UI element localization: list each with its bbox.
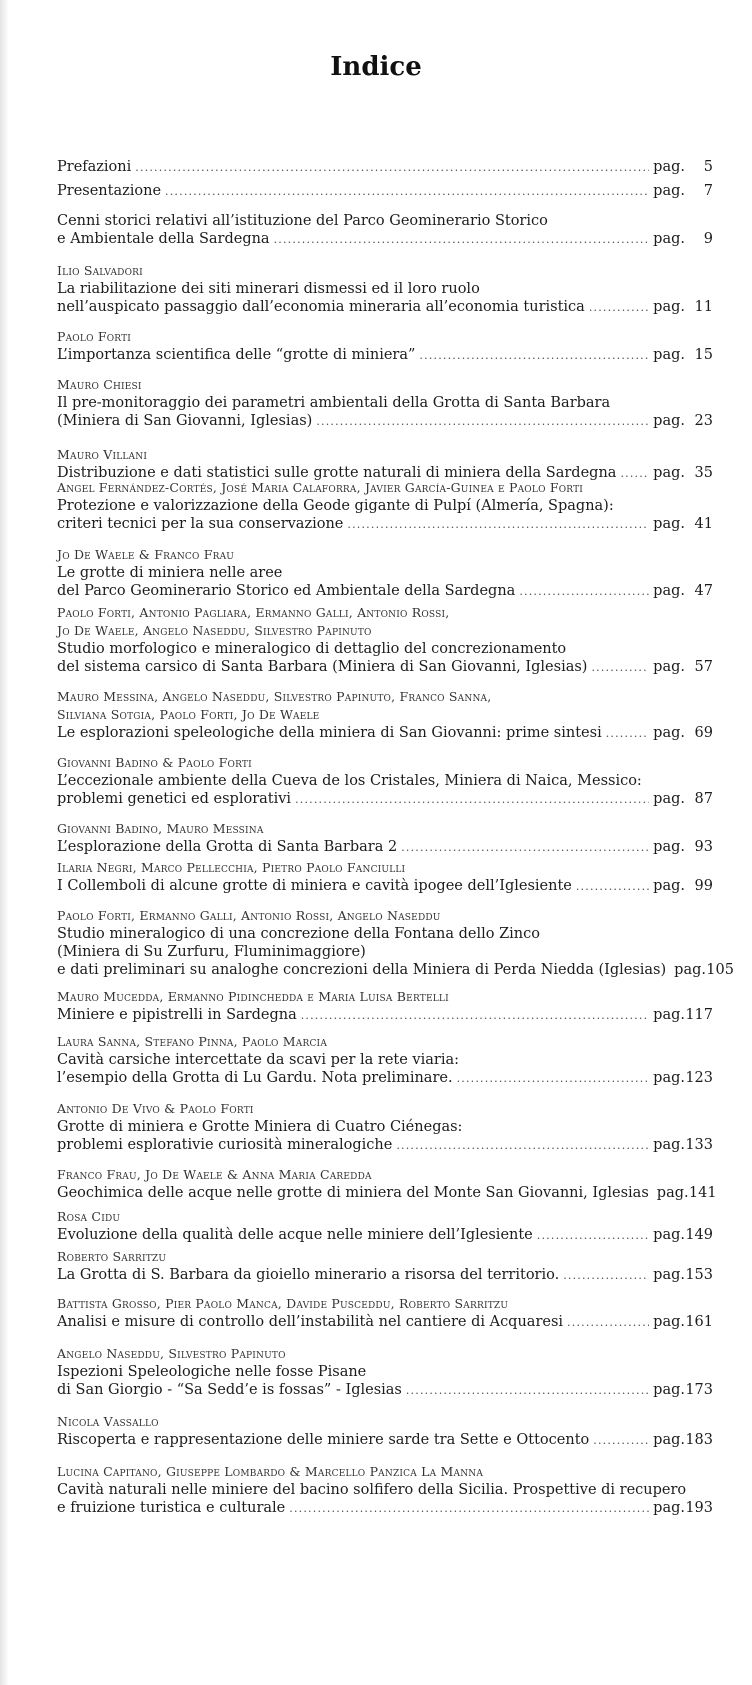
toc-entry xyxy=(57,1100,713,1155)
entry-title-line: e Ambientale della Sardegna xyxy=(57,231,270,247)
leader-dots xyxy=(519,583,649,601)
page-ref xyxy=(653,724,713,742)
entry-authors: Battista Grosso, Pier Paolo Manca, Davide Pusceddu, Roberto Sarritzu xyxy=(57,1296,509,1311)
entry-title-row xyxy=(57,1006,713,1025)
page-ref xyxy=(653,346,713,364)
leader-dots xyxy=(606,725,649,743)
page-ref xyxy=(653,1381,713,1399)
entry-title-line: Studio mineralogico di una concrezione della Fontana dello Zinco xyxy=(57,926,540,942)
toc-entry xyxy=(57,1208,713,1245)
entry-title-row xyxy=(57,961,734,980)
leader-dots xyxy=(457,1070,650,1088)
entry-title-line: Le grotte di miniera nelle aree xyxy=(57,565,283,581)
toc-entry xyxy=(57,446,713,483)
entry-title-line: l’esempio della Grotta di Lu Gardu. Nota preliminare. xyxy=(57,1070,453,1086)
entry-authors: Paolo Forti, Ermanno Galli, Antonio Rossi, Angelo Naseddu xyxy=(57,908,441,923)
entry-title-line: nell’auspicato passaggio dall’economia mineraria all’economia turistica xyxy=(57,299,585,315)
pag-label: pag. xyxy=(653,1267,685,1283)
entry-title-line: Grotte di miniera e Grotte Miniera di Cuatro Ciénegas: xyxy=(57,1119,463,1135)
entry-title-row xyxy=(57,412,713,431)
page-number: 57 xyxy=(694,659,713,675)
page-edge-shadow xyxy=(0,0,9,1685)
entry-title-row xyxy=(57,838,713,857)
pag-label: pag. xyxy=(653,159,685,175)
leader-dots xyxy=(567,1314,649,1332)
entry-authors: Giovanni Badino & Paolo Forti xyxy=(57,755,252,770)
toc-entry xyxy=(57,1033,713,1088)
pag-label: pag. xyxy=(653,1314,685,1330)
toc-entry xyxy=(57,754,713,809)
entry-title-line: Riscoperta e rappresentazione delle miniere sarde tra Sette e Ottocento xyxy=(57,1432,590,1448)
entry-title-row xyxy=(57,515,713,534)
entry-authors: Jo De Waele & Franco Frau xyxy=(57,547,235,562)
leader-dots xyxy=(591,659,649,677)
pag-label: pag. xyxy=(653,659,685,675)
entry-authors: Paolo Forti, Antonio Pagliara, Ermanno Galli, Antonio Rossi, xyxy=(57,605,450,620)
leader-dots xyxy=(593,1432,649,1450)
leader-dots xyxy=(289,1500,649,1518)
entry-title-line: La Grotta di S. Barbara da gioiello minerario a risorsa del territorio. xyxy=(57,1267,560,1283)
leader-dots xyxy=(589,299,649,317)
page-number: 23 xyxy=(694,413,713,429)
toc-entry xyxy=(57,820,713,857)
entry-authors: Mauro Villani xyxy=(57,447,148,462)
leader-dots xyxy=(419,347,649,365)
page-ref xyxy=(653,658,713,676)
toc-entry xyxy=(57,1345,713,1400)
entry-title-line: di San Giorgio - “Sa Sedd’e is fossas” - Iglesias xyxy=(57,1382,402,1398)
toc-entry xyxy=(57,212,713,249)
page-ref xyxy=(653,298,713,316)
entry-title-line: Cavità carsiche intercettate da scavi per la rete viaria: xyxy=(57,1052,459,1068)
page-ref xyxy=(653,1266,713,1284)
entry-title-row xyxy=(57,1069,713,1088)
entry-authors: Jo De Waele, Angelo Naseddu, Silvestro Papinuto xyxy=(57,623,372,638)
pag-label: pag. xyxy=(653,725,685,741)
entry-title-row xyxy=(57,582,713,601)
entry-authors: Giovanni Badino, Mauro Messina xyxy=(57,821,264,836)
page-number: 133 xyxy=(685,1137,713,1153)
pag-label: pag. xyxy=(674,962,706,978)
entry-authors: Mauro Mucedda, Ermanno Pidinchedda e Maria Luisa Bertelli xyxy=(57,989,449,1004)
leader-dots xyxy=(295,791,649,809)
page-number: 117 xyxy=(685,1007,713,1023)
page-number: 69 xyxy=(694,725,713,741)
page-number: 41 xyxy=(694,516,713,532)
page-number: 183 xyxy=(685,1432,713,1448)
entry-title-line: Studio morfologico e mineralogico di dettaglio del concrezionamento xyxy=(57,641,567,657)
leader-dots xyxy=(537,1227,649,1245)
page-number: 9 xyxy=(703,231,713,247)
entry-authors: Angelo Naseddu, Silvestro Papinuto xyxy=(57,1346,286,1361)
entry-title-line: Le esplorazioni speleologiche della miniera di San Giovanni: prime sintesi xyxy=(57,725,602,741)
page-ref xyxy=(653,1431,713,1449)
page-number: 7 xyxy=(703,183,713,199)
toc-entry xyxy=(57,376,713,431)
entry-title-row xyxy=(57,1184,717,1203)
page-number: 47 xyxy=(694,583,713,599)
pag-label: pag. xyxy=(653,299,685,315)
entry-title-line: del Parco Geominerario Storico ed Ambientale della Sardegna xyxy=(57,583,516,599)
pag-label: pag. xyxy=(653,465,685,481)
leader-dots xyxy=(396,1137,649,1155)
entry-authors: Antonio De Vivo & Paolo Forti xyxy=(57,1101,254,1116)
leader-dots xyxy=(576,878,649,896)
page-number: 193 xyxy=(685,1500,713,1516)
entry-title-row xyxy=(57,724,713,743)
entry-authors: Laura Sanna, Stefano Pinna, Paolo Marcia xyxy=(57,1034,328,1049)
page-ref xyxy=(653,182,713,200)
page-number: 5 xyxy=(703,159,713,175)
entry-title-row xyxy=(57,346,713,365)
toc-entry xyxy=(57,1295,713,1332)
entry-authors: Mauro Messina, Angelo Naseddu, Silvestro Papinuto, Franco Sanna, xyxy=(57,689,492,704)
pag-label: pag. xyxy=(653,791,685,807)
leader-dots xyxy=(274,231,650,249)
toc-entry xyxy=(57,988,713,1025)
entry-title-line: Il pre-monitoraggio dei parametri ambientali della Grotta di Santa Barbara xyxy=(57,395,611,411)
toc-entry xyxy=(57,604,713,677)
entry-authors: Ilio Salvadori xyxy=(57,263,143,278)
entry-title-line: L’importanza scientifica delle “grotte di miniera” xyxy=(57,347,416,363)
pag-label: pag. xyxy=(653,413,685,429)
page-title: Indice xyxy=(330,52,422,82)
entry-title-row xyxy=(57,298,713,317)
page-number: 161 xyxy=(685,1314,713,1330)
entry-title-line: L’esplorazione della Grotta di Santa Barbara 2 xyxy=(57,839,398,855)
entry-title-line: Cavità naturali nelle miniere del bacino solfifero della Sicilia. Prospettive di recupero xyxy=(57,1482,687,1498)
entry-title-line: problemi esplorativie curiosità mineralogiche xyxy=(57,1137,393,1153)
leader-dots xyxy=(401,839,649,857)
page-ref xyxy=(653,1136,713,1154)
entry-title-line: criteri tecnici per la sua conservazione xyxy=(57,516,344,532)
entry-title-row xyxy=(57,1499,713,1518)
page-number: 99 xyxy=(694,878,713,894)
pag-label: pag. xyxy=(653,347,685,363)
page-number: 153 xyxy=(685,1267,713,1283)
pag-label: pag. xyxy=(653,516,685,532)
entry-authors: Roberto Sarritzu xyxy=(57,1249,167,1264)
leader-dots xyxy=(165,183,649,201)
toc-entry xyxy=(57,182,713,201)
entry-title-row xyxy=(57,1431,713,1450)
page-ref xyxy=(653,1499,713,1517)
entry-title-line: problemi genetici ed esplorativi xyxy=(57,791,292,807)
page-number: 141 xyxy=(688,1185,717,1201)
page-ref xyxy=(653,790,713,808)
page-number: 35 xyxy=(694,465,713,481)
page-number: 149 xyxy=(685,1227,713,1243)
toc-entry xyxy=(57,158,713,177)
entry-title-line: I Collemboli di alcune grotte di miniera e cavità ipogee dell’Iglesiente xyxy=(57,878,572,894)
entry-title-row xyxy=(57,877,713,896)
entry-title-line: La riabilitazione dei siti minerari dismessi ed il loro ruolo xyxy=(57,281,480,297)
page-ref xyxy=(653,1069,713,1087)
entry-title-line: Geochimica delle acque nelle grotte di miniera del Monte San Giovanni, Iglesias xyxy=(57,1185,649,1201)
page-number: 11 xyxy=(694,299,713,315)
toc-entry xyxy=(57,859,713,896)
pag-label: pag. xyxy=(653,1137,685,1153)
pag-label: pag. xyxy=(653,1070,685,1086)
entry-title-row xyxy=(57,1266,713,1285)
entry-authors: Franco Frau, Jo De Waele & Anna Maria Caredda xyxy=(57,1167,372,1182)
entry-title-line: del sistema carsico di Santa Barbara (Miniera di San Giovanni, Iglesias) xyxy=(57,659,588,675)
pag-label: pag. xyxy=(656,1185,689,1201)
entry-title-row xyxy=(57,182,713,201)
entry-title-line: Distribuzione e dati statistici sulle grotte naturali di miniera della Sardegna xyxy=(57,465,617,481)
toc-entry xyxy=(57,1166,717,1203)
page-number: 93 xyxy=(694,839,713,855)
toc-entry xyxy=(57,688,713,743)
page-ref xyxy=(653,1006,713,1024)
pag-label: pag. xyxy=(653,1432,685,1448)
page-ref xyxy=(653,230,713,248)
entry-title-line: e dati preliminari su analoghe concrezioni della Miniera di Perda Niedda (Iglesias) xyxy=(57,962,667,978)
entry-title-row xyxy=(57,790,713,809)
page-ref xyxy=(657,1184,717,1202)
entry-title-line: (Miniera di San Giovanni, Iglesias) xyxy=(57,413,313,429)
page-number: 105 xyxy=(706,962,734,978)
toc-entry xyxy=(57,328,713,365)
entry-title-line: Cenni storici relativi all’istituzione del Parco Geominerario Storico xyxy=(57,213,548,229)
page-ref xyxy=(653,877,713,895)
pag-label: pag. xyxy=(653,1227,685,1243)
entry-authors: Rosa Cidu xyxy=(57,1209,121,1224)
entry-title-line: (Miniera di Su Zurfuru, Fluminimaggiore) xyxy=(57,944,366,960)
entry-authors: Mauro Chiesi xyxy=(57,377,142,392)
toc-entry xyxy=(57,1248,713,1285)
entry-title-line: L’eccezionale ambiente della Cueva de los Cristales, Miniera di Naica, Messico: xyxy=(57,773,642,789)
page-ref xyxy=(653,582,713,600)
toc-entry xyxy=(57,546,713,601)
leader-dots xyxy=(316,413,649,431)
leader-dots xyxy=(347,516,649,534)
entry-title-line: Protezione e valorizzazione della Geode gigante di Pulpí (Almería, Spagna): xyxy=(57,498,614,514)
pag-label: pag. xyxy=(653,231,685,247)
entry-authors: Nicola Vassallo xyxy=(57,1414,159,1429)
pag-label: pag. xyxy=(653,183,685,199)
page-number: 123 xyxy=(685,1070,713,1086)
page-ref xyxy=(653,412,713,430)
entry-title-line: Analisi e misure di controllo dell’instabilità nel cantiere di Acquaresi xyxy=(57,1314,564,1330)
toc-entry xyxy=(57,262,713,317)
leader-dots xyxy=(563,1267,649,1285)
entry-authors: Silviana Sotgia, Paolo Forti, Jo De Waele xyxy=(57,707,320,722)
entry-title-row xyxy=(57,158,713,177)
entry-title-row xyxy=(57,1313,713,1332)
entry-title-row xyxy=(57,1381,713,1400)
page-number: 173 xyxy=(685,1382,713,1398)
toc-entry xyxy=(57,907,734,980)
pag-label: pag. xyxy=(653,1500,685,1516)
entry-title-line: Ispezioni Speleologiche nelle fosse Pisane xyxy=(57,1364,367,1380)
page-ref xyxy=(653,158,713,176)
pag-label: pag. xyxy=(653,583,685,599)
entry-authors: Ilaria Negri, Marco Pellecchia, Pietro Paolo Fanciulli xyxy=(57,860,406,875)
entry-title-row xyxy=(57,658,713,677)
page-ref xyxy=(653,1226,713,1244)
toc-entry xyxy=(57,1463,713,1518)
leader-dots xyxy=(406,1382,649,1400)
entry-title-line: Prefazioni xyxy=(57,159,132,175)
entry-title-line: Miniere e pipistrelli in Sardegna xyxy=(57,1007,297,1023)
page-ref xyxy=(653,1313,713,1331)
entry-title-line: e fruizione turistica e culturale xyxy=(57,1500,286,1516)
pag-label: pag. xyxy=(653,878,685,894)
toc-entry xyxy=(57,479,713,534)
entry-title-row xyxy=(57,1226,713,1245)
pag-label: pag. xyxy=(653,839,685,855)
page-ref xyxy=(653,515,713,533)
entry-authors: Paolo Forti xyxy=(57,329,132,344)
leader-dots xyxy=(301,1007,649,1025)
pag-label: pag. xyxy=(653,1007,685,1023)
entry-authors: Lucina Capitano, Giuseppe Lombardo & Marcello Panzica La Manna xyxy=(57,1464,484,1479)
entry-title-row xyxy=(57,1136,713,1155)
leader-dots xyxy=(135,159,649,177)
entry-title-row xyxy=(57,230,713,249)
page-number: 15 xyxy=(694,347,713,363)
entry-title-line: Evoluzione della qualità delle acque nelle miniere dell’Iglesiente xyxy=(57,1227,533,1243)
toc-entry xyxy=(57,1413,713,1450)
pag-label: pag. xyxy=(653,1382,685,1398)
entry-title-line: Presentazione xyxy=(57,183,162,199)
page-ref xyxy=(674,961,734,979)
entry-authors: Angel Fernández-Cortés, José Maria Calaforra, Javier García-Guinea e Paolo Forti xyxy=(57,480,584,495)
page-number: 87 xyxy=(694,791,713,807)
page-ref xyxy=(653,838,713,856)
